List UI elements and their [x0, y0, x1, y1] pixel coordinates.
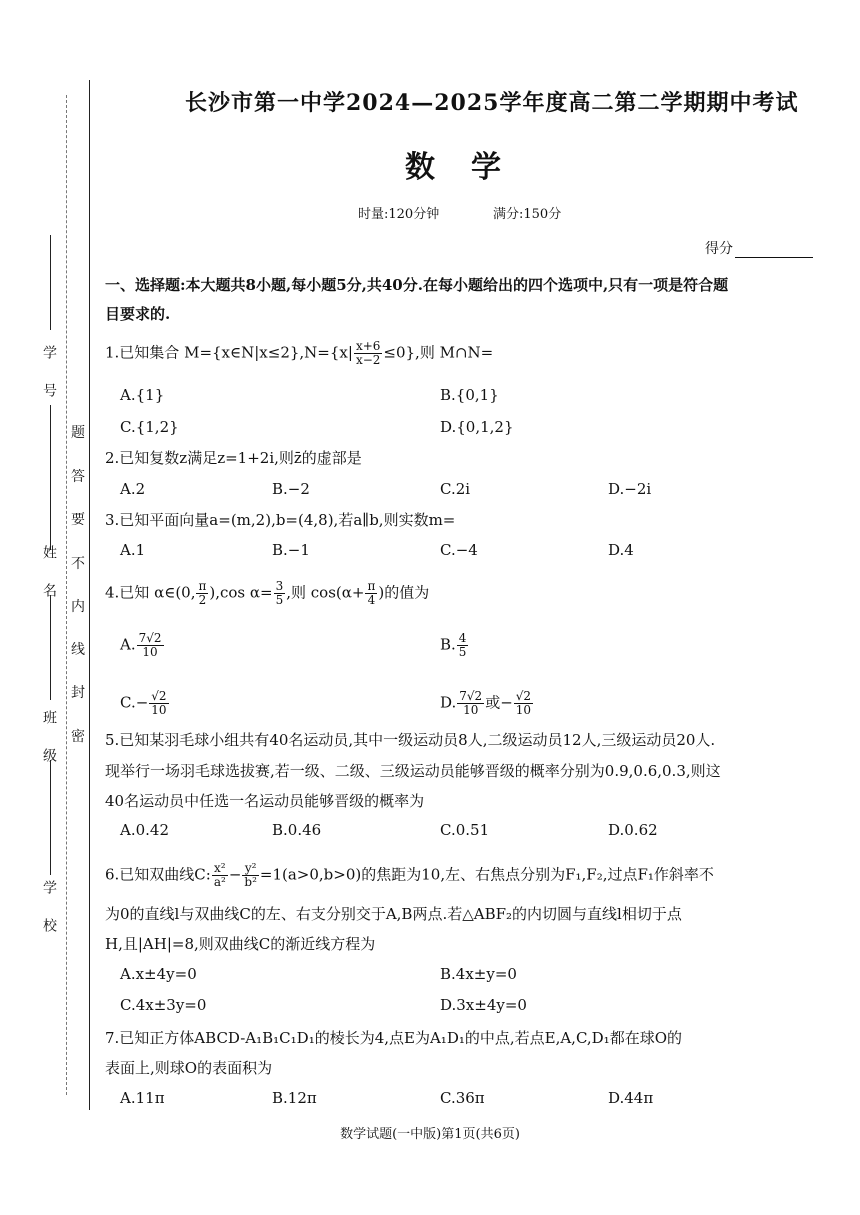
q3-option-c[interactable]: C.−4 — [440, 541, 478, 559]
q5-option-d[interactable]: D.0.62 — [608, 821, 658, 839]
seal-char: 封 — [71, 685, 85, 701]
score-label: 得分 — [705, 241, 733, 257]
q5-option-b[interactable]: B.0.46 — [272, 821, 322, 839]
q4-option-b[interactable]: B. $\frac{4}{5}$ — [440, 631, 467, 659]
question-5-stem-cont: 现举行一场羽毛球选拔赛,若一级、二级、三级运动员能够晋级的概率分别为0.9,0.6,0.3,则这 — [105, 762, 721, 780]
q3-option-d[interactable]: D.4 — [608, 541, 634, 559]
question-7-stem-cont: 表面上,则球O的表面积为 — [105, 1059, 273, 1077]
name-label: 姓名 — [41, 545, 57, 621]
seal-char: 要 — [71, 512, 85, 528]
q4-option-d[interactable]: D. $\frac{7√2}{10}$ 或− $\frac{√2}{10}$ — [440, 689, 532, 717]
class-underline — [50, 595, 51, 700]
q6-option-d[interactable]: D.3x±4y=0 — [440, 996, 527, 1014]
question-6-stem-cont: H,且|AH|=8,则双曲线C的渐近线方程为 — [105, 935, 376, 953]
question-5-stem: 5.已知某羽毛球小组共有40名运动员,其中一级运动员8人,二级运动员12人,三级运动员20人. — [105, 731, 716, 749]
section-heading-cont: 目要求的. — [105, 305, 171, 323]
q4-option-a[interactable]: A. $\frac{7√2}{10}$ — [120, 631, 162, 659]
question-1-stem: 1.已知集合 M={x∈N|x≤2},N={x| $\frac{x+6}{x-2}$ ≤0},则 M∩N= — [105, 339, 494, 367]
seal-char: 密 — [71, 729, 85, 745]
question-3-stem: 3.已知平面向量a=(m,2),b=(4,8),若a∥b,则实数m= — [105, 511, 456, 529]
q4-option-c[interactable]: C.− $\frac{√2}{10}$ — [120, 689, 167, 717]
q5-option-c[interactable]: C.0.51 — [440, 821, 490, 839]
question-6-stem-cont: 为0的直线l与双曲线C的左、右支分别交于A,B两点.若△ABF₂的内切圆与直线l相切于点 — [105, 905, 682, 923]
student-id-label: 学号 — [41, 345, 57, 421]
subject-title: 数学 — [405, 150, 537, 185]
school-underline — [50, 760, 51, 875]
q1-option-c[interactable]: C.{1,2} — [120, 418, 179, 436]
q7-option-c[interactable]: C.36π — [440, 1089, 485, 1107]
exam-title: 长沙市第一中学2024—2025学年度高二第二学期期中考试 — [185, 90, 799, 116]
q3-option-a[interactable]: A.1 — [120, 541, 146, 559]
page-footer: 数学试题(一中版)第1页(共6页) — [340, 1127, 520, 1142]
q1-option-b[interactable]: B.{0,1} — [440, 386, 499, 404]
fraction: $\frac{3}{5}$ — [275, 579, 284, 607]
q1-option-d[interactable]: D.{0,1,2} — [440, 418, 514, 436]
seal-char: 题 — [71, 425, 85, 441]
fraction: $\frac{\text{x²}}{\text{a²}}$ — [213, 861, 226, 889]
time-limit: 时量:120分钟 — [358, 207, 440, 222]
section-heading: 一、选择题:本大题共8小题,每小题5分,共40分.在每小题给出的四个选项中,只有一项是符合题 — [105, 276, 729, 294]
question-6-stem: 6.已知双曲线C: $\frac{\text{x²}}{\text{a²}}$ − $\frac{\text{y²}}{\text{b²}}$ =1(a>0,b>0)的焦距为10,左、右焦点分别为F₁,F₂,过点F₁作斜率不 — [105, 861, 714, 889]
seal-char: 线 — [71, 642, 85, 658]
q7-option-a[interactable]: A.11π — [120, 1089, 165, 1107]
fraction: $\frac{x+6}{x-2}$ — [355, 339, 381, 367]
class-label: 班级 — [41, 710, 57, 786]
q6-option-a[interactable]: A.x±4y=0 — [120, 965, 197, 983]
fraction: $\frac{\text{y²}}{\text{b²}}$ — [244, 861, 257, 889]
q1-option-a[interactable]: A.{1} — [120, 386, 165, 404]
question-5-stem-cont: 40名运动员中任选一名运动员能够晋级的概率为 — [105, 792, 425, 810]
q7-option-d[interactable]: D.44π — [608, 1089, 654, 1107]
seal-char: 答 — [71, 469, 85, 485]
full-score: 满分:150分 — [493, 207, 562, 222]
binding-dotted-line — [66, 95, 67, 1095]
q2-option-c[interactable]: C.2i — [440, 480, 471, 498]
q6-option-c[interactable]: C.4x±3y=0 — [120, 996, 207, 1014]
binding-solid-line — [89, 80, 90, 1110]
q6-option-b[interactable]: B.4x±y=0 — [440, 965, 517, 983]
fraction: $\frac{\pi}{2}$ — [198, 579, 207, 607]
score-blank[interactable] — [735, 243, 813, 258]
q3-option-b[interactable]: B.−1 — [272, 541, 310, 559]
student-id-underline — [50, 235, 51, 330]
q2-option-a[interactable]: A.2 — [120, 480, 146, 498]
seal-char: 内 — [71, 599, 85, 615]
question-7-stem: 7.已知正方体ABCD-A₁B₁C₁D₁的棱长为4,点E为A₁D₁的中点,若点E,A,C,D₁都在球O的 — [105, 1029, 682, 1047]
school-label: 学校 — [41, 880, 57, 956]
fraction: $\frac{\pi}{4}$ — [367, 579, 376, 607]
question-2-stem: 2.已知复数z满足z=1+2i,则z̄的虚部是 — [105, 449, 362, 467]
q7-option-b[interactable]: B.12π — [272, 1089, 317, 1107]
seal-char: 不 — [71, 556, 85, 572]
q2-option-b[interactable]: B.−2 — [272, 480, 310, 498]
q2-option-d[interactable]: D.−2i — [608, 480, 652, 498]
score-field — [705, 238, 813, 258]
question-4-stem: 4.已知 α∈(0, $\frac{\pi}{2}$ ),cos α= $\frac{3}{5}$ ,则 cos(α+ $\frac{\pi}{4}$ )的值为 — [105, 579, 430, 607]
name-underline — [50, 405, 51, 550]
q5-option-a[interactable]: A.0.42 — [120, 821, 169, 839]
